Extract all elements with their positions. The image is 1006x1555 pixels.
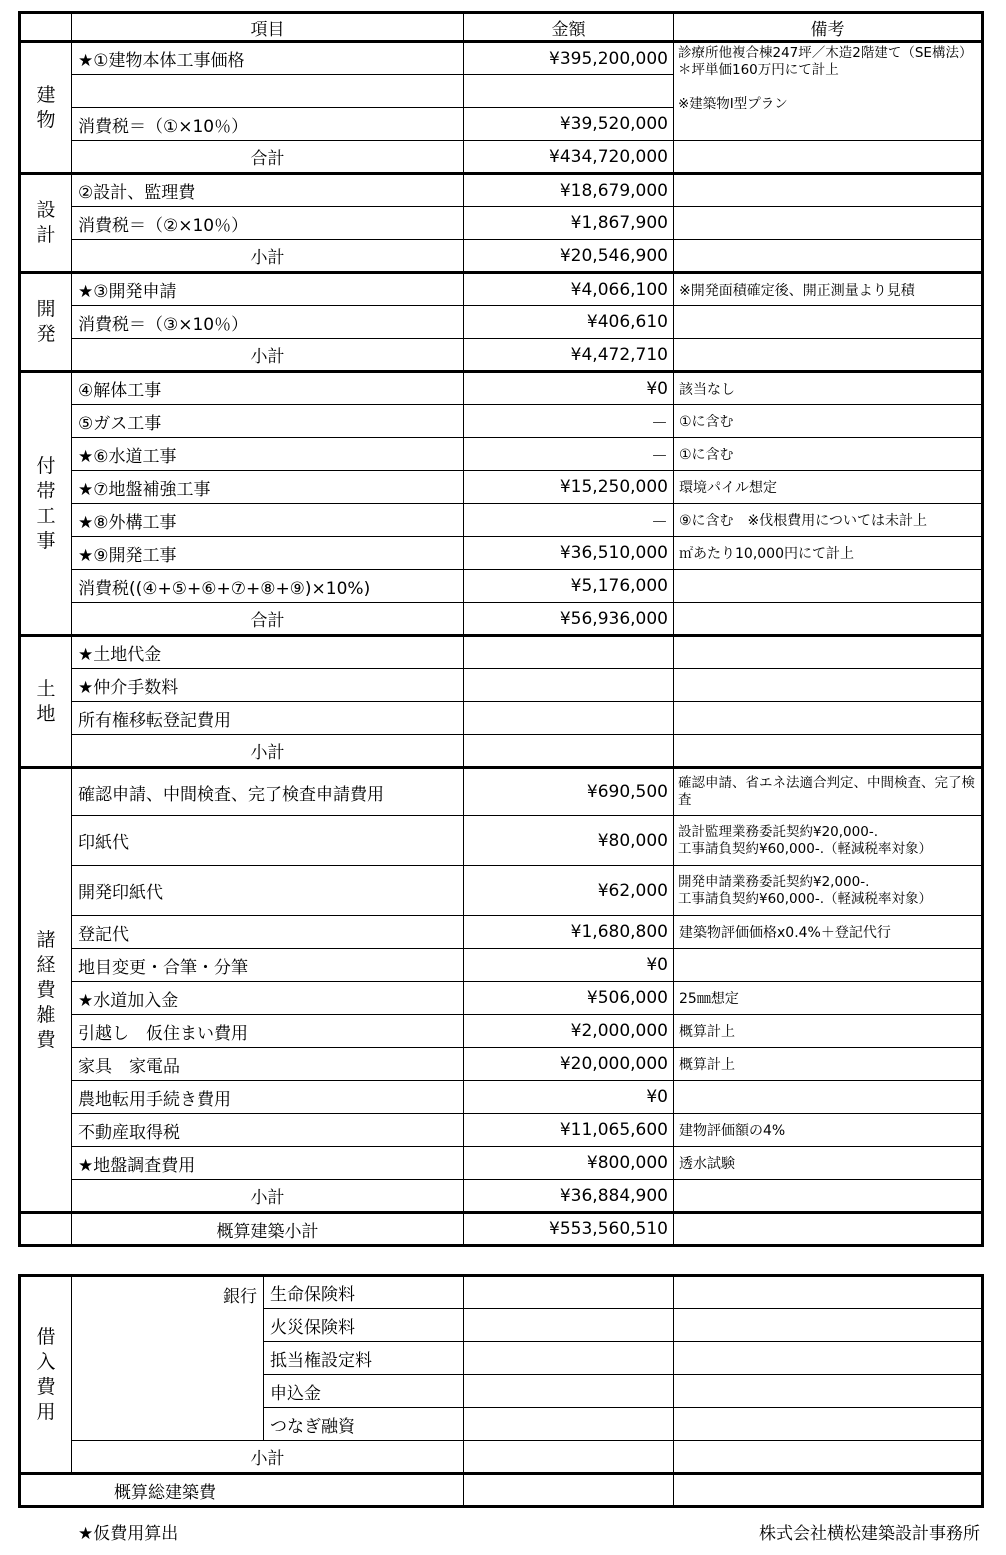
table-row (20, 273, 983, 306)
row-item: 消費税＝（①×10％） (72, 108, 464, 141)
subtotal-row (20, 339, 983, 372)
table-row (20, 306, 983, 339)
total-amount: ¥434,720,000 (464, 141, 674, 174)
ancillary-section (20, 372, 983, 636)
grand-total-section (20, 1474, 983, 1507)
table-row (20, 174, 983, 207)
row-item: ★⑨開発工事 (72, 537, 464, 570)
row-amount: ¥0 (464, 1081, 674, 1114)
row-item: 消費税((④+⑤+⑥+⑦+⑧+⑨)×10%) (72, 570, 464, 603)
row-item: ★①建物本体工事価格 (72, 42, 464, 75)
row-amount: ¥395,200,000 (464, 42, 674, 75)
row-note: ①に含む (674, 405, 983, 438)
table-row (20, 471, 983, 504)
row-amount: ¥2,000,000 (464, 1015, 674, 1048)
row-amount: ¥690,500 (464, 768, 674, 816)
row-amount: ¥11,065,600 (464, 1114, 674, 1147)
loan-item: 申込金 (264, 1375, 464, 1408)
row-amount: ¥20,000,000 (464, 1048, 674, 1081)
row-item: ★水道加入金 (72, 982, 464, 1015)
row-note (674, 949, 983, 982)
row-note (674, 174, 983, 207)
row-item: ②設計、監理費 (72, 174, 464, 207)
header-row (20, 13, 983, 42)
subtotal-label: 小計 (72, 339, 464, 372)
row-note: 建物評価額の4% (674, 1114, 983, 1147)
total-row (20, 603, 983, 636)
table-row (20, 949, 983, 982)
row-amount: ¥0 (464, 949, 674, 982)
loan-subtotal-amount (464, 1441, 674, 1474)
row-amount: ¥4,066,100 (464, 273, 674, 306)
table-row (20, 669, 983, 702)
subtotal-amount: ¥4,472,710 (464, 339, 674, 372)
row-item: 不動産取得税 (72, 1114, 464, 1147)
row-note: 概算計上 (674, 1048, 983, 1081)
subtotal-row (20, 1180, 983, 1213)
row-item: ⑤ガス工事 (72, 405, 464, 438)
table-row (20, 438, 983, 471)
row-note: ※開発面積確定後、開正測量より見積 (674, 273, 983, 306)
subtotal-row (20, 240, 983, 273)
row-amount: ¥36,510,000 (464, 537, 674, 570)
row-note: ①に含む (674, 438, 983, 471)
loan-note (674, 1342, 983, 1375)
table-row (20, 982, 983, 1015)
row-item: ★土地代金 (72, 636, 464, 669)
blank-cell (20, 1213, 72, 1246)
total-label: 合計 (72, 141, 464, 174)
header-row-group (20, 13, 983, 42)
total-amount: ¥56,936,000 (464, 603, 674, 636)
row-item: 家具 家電品 (72, 1048, 464, 1081)
row-note: 設計監理業務委託契約¥20,000-. 工事請負契約¥60,000-.（軽減税率対象） (674, 816, 983, 866)
grand-total-amount (464, 1474, 674, 1507)
row-amount: － (464, 438, 674, 471)
table-row (20, 702, 983, 735)
loan-amount (464, 1342, 674, 1375)
row-amount: － (464, 504, 674, 537)
category-development: 開 発 (20, 273, 72, 372)
loan-note (674, 1441, 983, 1474)
loan-item: 抵当権設定料 (264, 1342, 464, 1375)
table-row (20, 207, 983, 240)
row-item: ★地盤調査費用 (72, 1147, 464, 1180)
bank-label: 銀行 (72, 1276, 264, 1441)
row-amount: ¥800,000 (464, 1147, 674, 1180)
subtotal-row (20, 1441, 983, 1474)
subtotal-label: 小計 (72, 1180, 464, 1213)
loan-note (674, 1408, 983, 1441)
row-item: ★⑦地盤補強工事 (72, 471, 464, 504)
header-amount: 金額 (464, 13, 674, 42)
table-row (20, 1147, 983, 1180)
loan-amount (464, 1276, 674, 1309)
row-amount: ¥39,520,000 (464, 108, 674, 141)
row-note (674, 702, 983, 735)
loan-item: つなぎ融資 (264, 1408, 464, 1441)
row-note-empty (674, 1213, 983, 1246)
row-amount: ¥80,000 (464, 816, 674, 866)
row-amount (464, 702, 674, 735)
construction-subtotal-row (20, 1213, 983, 1246)
loan-amount (464, 1375, 674, 1408)
table-row (20, 1015, 983, 1048)
row-note-empty (674, 1180, 983, 1213)
row-item: 開発印紙代 (72, 866, 464, 916)
category-building: 建 物 (20, 42, 72, 174)
table-row (20, 636, 983, 669)
row-item: 登記代 (72, 916, 464, 949)
row-note-empty (674, 603, 983, 636)
subtotal-row (20, 735, 983, 768)
row-amount: ¥1,867,900 (464, 207, 674, 240)
row-note (674, 207, 983, 240)
row-note: 建築物評価価格x0.4%＋登記代行 (674, 916, 983, 949)
row-note (674, 570, 983, 603)
loan-item: 生命保険料 (264, 1276, 464, 1309)
row-note: ㎡あたり10,000円にて計上 (674, 537, 983, 570)
header-item: 項目 (72, 13, 464, 42)
category-land: 土 地 (20, 636, 72, 768)
subtotal-amount: ¥36,884,900 (464, 1180, 674, 1213)
row-note (674, 636, 983, 669)
company-name: 株式会社横松建築設計事務所 (759, 1524, 980, 1544)
grand-total-note (674, 1474, 983, 1507)
subtotal-label: 小計 (72, 735, 464, 768)
misc-section (20, 768, 983, 1213)
building-note: 診療所他複合棟247坪／木造2階建て（SE構法） ＊坪単価160万円にて計上 ※建築物I型プラン (674, 42, 983, 141)
table-row (20, 1276, 983, 1309)
header-blank (20, 13, 72, 42)
table-row (20, 916, 983, 949)
grand-total-label: 概算総建築費 (20, 1474, 464, 1507)
land-section (20, 636, 983, 768)
row-item: 農地転用手続き費用 (72, 1081, 464, 1114)
row-item: 印紙代 (72, 816, 464, 866)
row-item: 引越し 仮住まい費用 (72, 1015, 464, 1048)
table-row (20, 372, 983, 405)
subtotal-label: 小計 (72, 240, 464, 273)
category-design: 設 計 (20, 174, 72, 273)
row-note (674, 1081, 983, 1114)
total-label: 合計 (72, 603, 464, 636)
table-row (20, 405, 983, 438)
design-section (20, 174, 983, 273)
row-note: 25㎜想定 (674, 982, 983, 1015)
row-note-empty (674, 240, 983, 273)
row-item: ★③開発申請 (72, 273, 464, 306)
grand-total-row (20, 1474, 983, 1507)
construction-subtotal-amount: ¥553,560,510 (464, 1213, 674, 1246)
loan-amount (464, 1309, 674, 1342)
subtotal-amount: ¥20,546,900 (464, 240, 674, 273)
subtotal-amount (464, 735, 674, 768)
total-row (20, 141, 983, 174)
row-amount: ¥0 (464, 372, 674, 405)
category-ancillary: 付 帯 工 事 (20, 372, 72, 636)
row-amount: ¥1,680,800 (464, 916, 674, 949)
row-note-empty (674, 735, 983, 768)
table-row (20, 537, 983, 570)
row-amount: ¥62,000 (464, 866, 674, 916)
row-item: ★仲介手数料 (72, 669, 464, 702)
row-amount (464, 636, 674, 669)
category-misc: 諸 経 費 雑 費 (20, 768, 72, 1213)
row-note: 環境パイル想定 (674, 471, 983, 504)
row-note: 確認申請、省エネ法適合判定、中間検査、完了検査 (674, 768, 983, 816)
row-item-empty (72, 75, 464, 108)
row-note: ⑨に含む ※伐根費用については未計上 (674, 504, 983, 537)
row-note-empty (674, 141, 983, 174)
header-note: 備考 (674, 13, 983, 42)
row-item: 消費税＝（③×10％） (72, 306, 464, 339)
footer-note: ★仮費用算出 (78, 1524, 179, 1544)
table-row (20, 1114, 983, 1147)
loan-note (674, 1276, 983, 1309)
loan-note (674, 1309, 983, 1342)
table-row (20, 816, 983, 866)
row-item: 消費税＝（②×10％） (72, 207, 464, 240)
row-note (674, 669, 983, 702)
row-item: 確認申請、中間検査、完了検査申請費用 (72, 768, 464, 816)
row-note: 該当なし (674, 372, 983, 405)
table-row (20, 768, 983, 816)
estimate-table (18, 11, 984, 1247)
construction-subtotal-label: 概算建築小計 (72, 1213, 464, 1246)
loan-section (20, 1276, 983, 1474)
development-section (20, 273, 983, 372)
loan-table (18, 1274, 984, 1508)
row-amount: ¥406,610 (464, 306, 674, 339)
construction-subtotal-section (20, 1213, 983, 1246)
row-item: ★⑥水道工事 (72, 438, 464, 471)
loan-note (674, 1375, 983, 1408)
row-item: 地目変更・合筆・分筆 (72, 949, 464, 982)
table-row (20, 42, 983, 75)
row-item: ★⑧外構工事 (72, 504, 464, 537)
row-amount: ¥506,000 (464, 982, 674, 1015)
loan-subtotal-label: 小計 (72, 1441, 464, 1474)
row-amount: － (464, 405, 674, 438)
row-note: 開発申請業務委託契約¥2,000-. 工事請負契約¥60,000-.（軽減税率対象） (674, 866, 983, 916)
row-item: ④解体工事 (72, 372, 464, 405)
table-row (20, 1048, 983, 1081)
table-row (20, 1081, 983, 1114)
loan-item: 火災保険料 (264, 1309, 464, 1342)
row-amount: ¥5,176,000 (464, 570, 674, 603)
row-note: 概算計上 (674, 1015, 983, 1048)
row-amount (464, 669, 674, 702)
row-note: 透水試験 (674, 1147, 983, 1180)
table-row (20, 570, 983, 603)
table-row (20, 866, 983, 916)
category-loan: 借 入 費 用 (20, 1276, 72, 1474)
building-section (20, 42, 983, 174)
table-row (20, 504, 983, 537)
row-amount: ¥18,679,000 (464, 174, 674, 207)
row-note-empty (674, 339, 983, 372)
row-amount-empty (464, 75, 674, 108)
row-note (674, 306, 983, 339)
loan-amount (464, 1408, 674, 1441)
row-amount: ¥15,250,000 (464, 471, 674, 504)
row-item: 所有権移転登記費用 (72, 702, 464, 735)
